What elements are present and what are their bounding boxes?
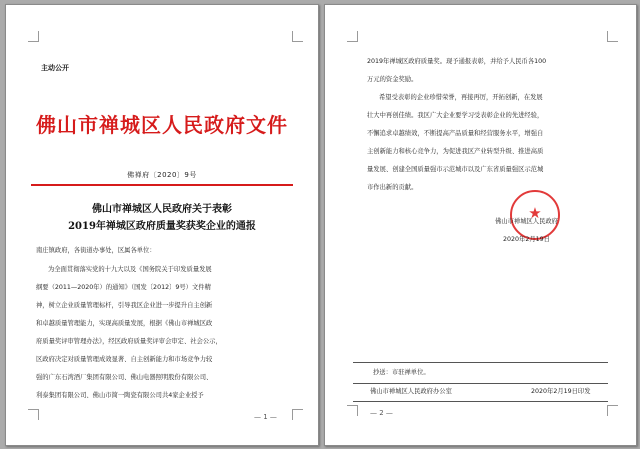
body-line: 希望受表彰的企业珍惜荣誉，再接再厉，开拓创新，在发展 xyxy=(379,94,543,101)
document-masthead: 佛山市禅城区人民政府文件 xyxy=(36,113,288,137)
crop-mark xyxy=(347,405,358,416)
body-line: 纲要（2011—2020年）的通知》（国发〔2012〕9号）文件精 xyxy=(36,284,211,291)
issuing-office: 佛山市禅城区人民政府办公室 xyxy=(370,388,452,395)
document-page-2 xyxy=(324,4,637,446)
crop-mark xyxy=(28,31,39,42)
document-number: 佛禅府〔2020〕9号 xyxy=(127,171,197,179)
crop-mark xyxy=(607,31,618,42)
body-line: 主创新能力和核心竞争力，为促进我区产业转型升级、推进高质 xyxy=(367,148,544,155)
body-line: 量发展、创建全国质量强市示范城市以及广东省质量强区示范城 xyxy=(367,166,544,173)
body-line: 府质量奖评审管理办法》，经区政府质量奖评审会审定、社会公示， xyxy=(36,338,222,345)
body-line: 区政府决定对质量管理成效显著、自主创新能力和市场竞争力较 xyxy=(36,356,213,363)
body-line: 和卓越质量管理能力，实现高质量发展，根据《佛山市禅城区政 xyxy=(36,320,213,327)
crop-mark xyxy=(292,409,303,420)
document-title-line: 佛山市禅城区人民政府关于表彰 xyxy=(92,204,232,215)
body-line: 神，树立企业质量管理标杆，引导我区企业进一步提升自主创新 xyxy=(36,302,213,309)
signature-date: 2020年2月19日 xyxy=(503,236,550,243)
body-line: 强的广东石湾酒厂集团有限公司、佛山电器照明股份有限公司、 xyxy=(36,374,213,381)
salutation: 南庄镇政府，各街道办事处，区属各单位： xyxy=(36,247,156,254)
document-title-line: 2019年禅城区政府质量奖获奖企业的通报 xyxy=(68,221,256,232)
masthead-divider xyxy=(31,184,293,186)
body-line: 市作出新的贡献。 xyxy=(367,184,418,191)
crop-mark xyxy=(347,31,358,42)
body-line: 利泰集团有限公司、佛山市简一陶瓷有限公司共4家企业授予 xyxy=(36,392,204,399)
cc-line: 抄送：市驻禅单位。 xyxy=(373,369,430,376)
official-seal-icon: ★ xyxy=(510,190,560,240)
crop-mark xyxy=(607,405,618,416)
footer-rule xyxy=(353,383,608,384)
crop-mark xyxy=(292,31,303,42)
body-line: 不懈追求卓越绩效，不断提高产品质量和经营服务水平，增强自 xyxy=(367,130,544,137)
document-page-1 xyxy=(5,4,319,446)
body-line: 2019年禅城区政府质量奖。现予通报表彰，并给予人民币各100 xyxy=(367,58,547,65)
issue-date: 2020年2月19日印发 xyxy=(531,388,591,395)
crop-mark xyxy=(28,409,39,420)
disclosure-label: 主动公开 xyxy=(41,64,69,72)
body-line: 壮大中再创佳绩。我区广大企业要学习受表彰企业的先进经验， xyxy=(367,112,544,119)
body-line: 为全面贯彻落实党的十九大以及《国务院关于印发质量发展 xyxy=(48,266,212,273)
issuing-authority: 佛山市禅城区人民政府 xyxy=(495,218,558,225)
body-line: 万元的资金奖励。 xyxy=(367,76,418,83)
footer-rule xyxy=(353,362,608,363)
page-number: — 1 — xyxy=(254,413,277,421)
page-number: — 2 — xyxy=(370,409,393,417)
footer-rule xyxy=(353,401,608,402)
